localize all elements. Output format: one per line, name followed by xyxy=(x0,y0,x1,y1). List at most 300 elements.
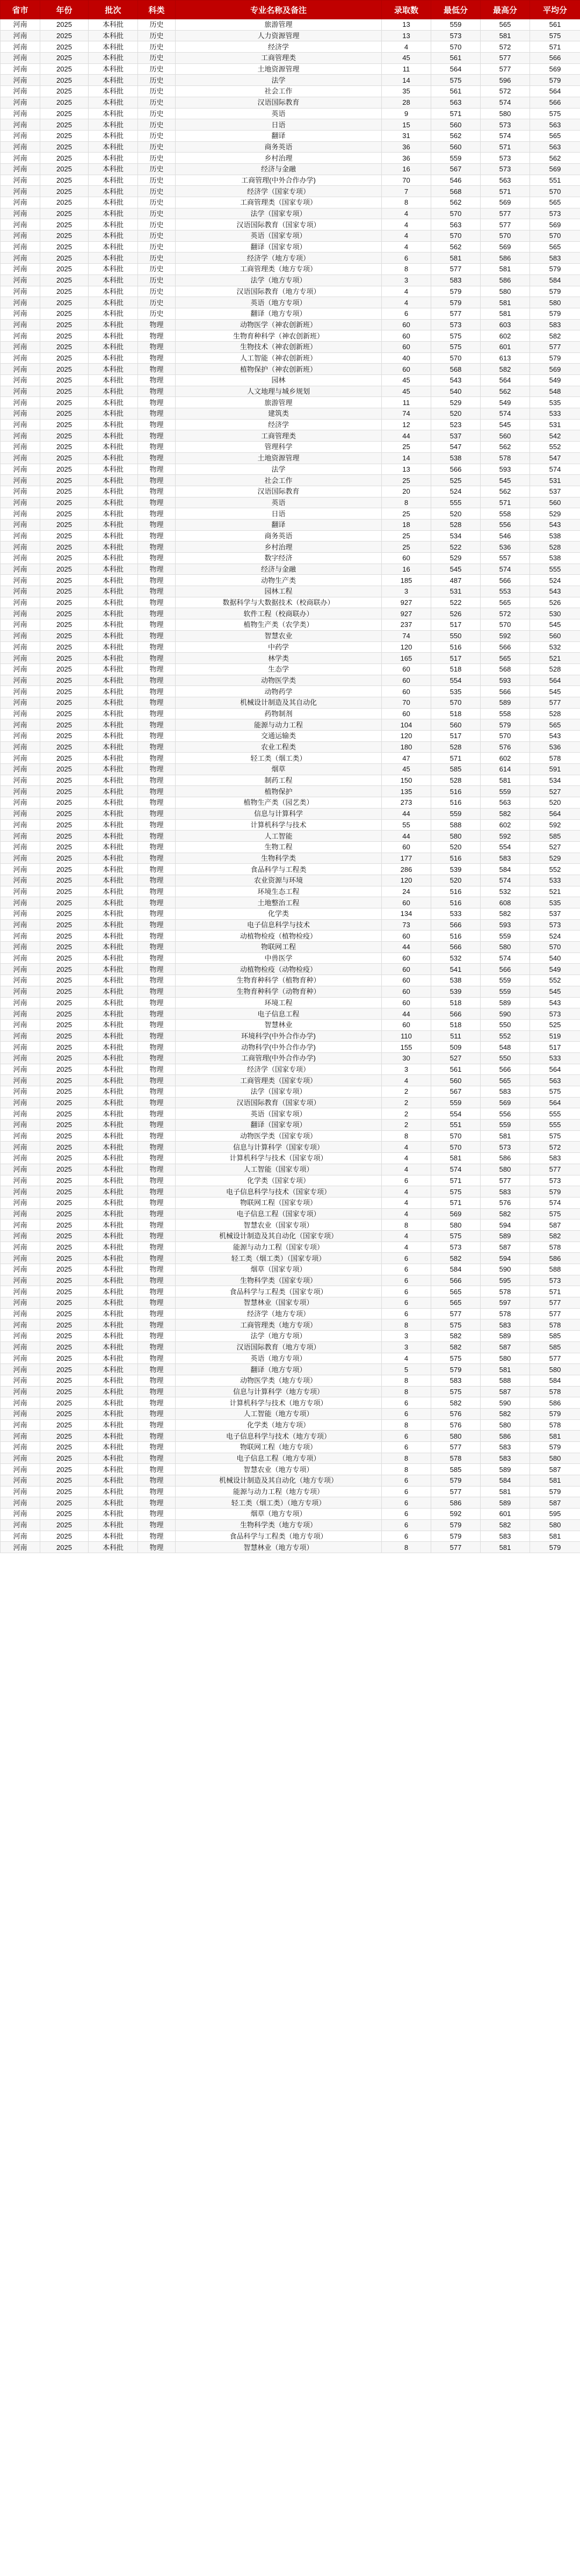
cell-major: 能源与动力工程（国家专项） xyxy=(176,1242,382,1253)
cell-major: 动物医学类（地方专项） xyxy=(176,1375,382,1386)
table-row xyxy=(1,241,580,252)
cell-max-score: 572 xyxy=(481,86,530,97)
cell-avg-score: 524 xyxy=(530,930,580,942)
cell-admitted: 6 xyxy=(382,1397,431,1409)
cell-max-score: 588 xyxy=(481,1375,530,1386)
cell-year: 2025 xyxy=(40,864,89,875)
cell-batch: 本科批 xyxy=(89,1419,138,1431)
cell-major: 数据科学与大数据技术（校商联办） xyxy=(176,597,382,608)
cell-province: 河南 xyxy=(1,1286,40,1297)
cell-admitted: 11 xyxy=(382,63,431,75)
cell-subject: 物理 xyxy=(138,1275,176,1286)
cell-year: 2025 xyxy=(40,1153,89,1164)
cell-province: 河南 xyxy=(1,442,40,453)
cell-admitted: 6 xyxy=(382,1308,431,1319)
cell-year: 2025 xyxy=(40,1308,89,1319)
cell-major: 管理科学 xyxy=(176,442,382,453)
cell-min-score: 575 xyxy=(431,330,481,342)
table-row xyxy=(1,275,580,286)
cell-avg-score: 587 xyxy=(530,1497,580,1509)
table-row xyxy=(1,30,580,41)
cell-province: 河南 xyxy=(1,319,40,330)
cell-min-score: 580 xyxy=(431,831,481,842)
cell-max-score: 603 xyxy=(481,319,530,330)
cell-admitted: 6 xyxy=(382,1431,431,1442)
table-row xyxy=(1,1542,580,1553)
cell-major: 人工智能 xyxy=(176,831,382,842)
table-row xyxy=(1,197,580,208)
cell-min-score: 534 xyxy=(431,530,481,542)
cell-province: 河南 xyxy=(1,419,40,430)
cell-max-score: 554 xyxy=(481,841,530,853)
cell-max-score: 589 xyxy=(481,697,530,708)
cell-batch: 本科批 xyxy=(89,1319,138,1331)
cell-avg-score: 566 xyxy=(530,97,580,108)
cell-max-score: 589 xyxy=(481,1230,530,1242)
cell-avg-score: 585 xyxy=(530,831,580,842)
table-row xyxy=(1,1052,580,1064)
cell-avg-score: 564 xyxy=(530,86,580,97)
cell-admitted: 2 xyxy=(382,1086,431,1098)
table-row xyxy=(1,608,580,619)
cell-max-score: 548 xyxy=(481,1042,530,1053)
table-row xyxy=(1,41,580,53)
cell-major: 社会工作 xyxy=(176,86,382,97)
cell-subject: 物理 xyxy=(138,786,176,797)
cell-subject: 物理 xyxy=(138,1486,176,1497)
cell-avg-score: 545 xyxy=(530,686,580,697)
cell-major: 智慧林业 xyxy=(176,1019,382,1030)
cell-subject: 物理 xyxy=(138,831,176,842)
cell-subject: 历史 xyxy=(138,75,176,86)
table-row xyxy=(1,53,580,64)
cell-min-score: 554 xyxy=(431,675,481,686)
header-min-score: 最低分 xyxy=(431,1,481,19)
cell-year: 2025 xyxy=(40,53,89,64)
cell-subject: 物理 xyxy=(138,1497,176,1509)
cell-min-score: 559 xyxy=(431,153,481,164)
cell-year: 2025 xyxy=(40,841,89,853)
cell-major: 汉语国际教育（地方专项） xyxy=(176,1341,382,1353)
cell-min-score: 565 xyxy=(431,1297,481,1309)
cell-subject: 物理 xyxy=(138,1153,176,1164)
table-row xyxy=(1,1030,580,1042)
cell-min-score: 584 xyxy=(431,1264,481,1275)
cell-max-score: 577 xyxy=(481,219,530,230)
cell-min-score: 561 xyxy=(431,86,481,97)
cell-avg-score: 526 xyxy=(530,597,580,608)
cell-batch: 本科批 xyxy=(89,1341,138,1353)
cell-avg-score: 542 xyxy=(530,430,580,442)
cell-province: 河南 xyxy=(1,608,40,619)
cell-avg-score: 517 xyxy=(530,1042,580,1053)
cell-batch: 本科批 xyxy=(89,819,138,831)
cell-major: 信息与计算科学（国家专项） xyxy=(176,1142,382,1153)
cell-major: 英语（国家专项） xyxy=(176,230,382,242)
table-row xyxy=(1,1253,580,1264)
cell-subject: 物理 xyxy=(138,575,176,586)
cell-batch: 本科批 xyxy=(89,175,138,186)
cell-avg-score: 575 xyxy=(530,30,580,41)
cell-max-score: 578 xyxy=(481,452,530,464)
cell-admitted: 25 xyxy=(382,542,431,553)
cell-year: 2025 xyxy=(40,1197,89,1208)
cell-year: 2025 xyxy=(40,452,89,464)
cell-min-score: 560 xyxy=(431,719,481,731)
cell-batch: 本科批 xyxy=(89,264,138,275)
cell-province: 河南 xyxy=(1,597,40,608)
table-row xyxy=(1,1064,580,1075)
cell-avg-score: 571 xyxy=(530,41,580,53)
cell-max-score: 602 xyxy=(481,819,530,831)
table-row xyxy=(1,1153,580,1164)
cell-major: 翻译（国家专项） xyxy=(176,241,382,252)
cell-province: 河南 xyxy=(1,764,40,775)
cell-min-score: 561 xyxy=(431,53,481,64)
cell-subject: 物理 xyxy=(138,853,176,864)
cell-min-score: 562 xyxy=(431,241,481,252)
table-row xyxy=(1,630,580,641)
cell-subject: 物理 xyxy=(138,408,176,420)
cell-year: 2025 xyxy=(40,597,89,608)
cell-admitted: 927 xyxy=(382,597,431,608)
cell-year: 2025 xyxy=(40,252,89,264)
cell-avg-score: 562 xyxy=(530,153,580,164)
cell-max-score: 574 xyxy=(481,130,530,141)
cell-batch: 本科批 xyxy=(89,1130,138,1142)
cell-admitted: 60 xyxy=(382,930,431,942)
cell-min-score: 543 xyxy=(431,375,481,386)
cell-year: 2025 xyxy=(40,1519,89,1531)
cell-subject: 历史 xyxy=(138,53,176,64)
cell-admitted: 60 xyxy=(382,341,431,352)
table-row xyxy=(1,586,580,597)
cell-subject: 物理 xyxy=(138,919,176,930)
cell-max-score: 562 xyxy=(481,442,530,453)
cell-year: 2025 xyxy=(40,1130,89,1142)
cell-province: 河南 xyxy=(1,653,40,664)
cell-avg-score: 579 xyxy=(530,1542,580,1553)
cell-max-score: 580 xyxy=(481,1353,530,1364)
cell-admitted: 6 xyxy=(382,1442,431,1453)
cell-batch: 本科批 xyxy=(89,63,138,75)
cell-major: 食品科学与工程类（地方专项） xyxy=(176,1531,382,1542)
cell-province: 河南 xyxy=(1,1297,40,1309)
cell-year: 2025 xyxy=(40,908,89,920)
table-row xyxy=(1,1397,580,1409)
cell-year: 2025 xyxy=(40,1208,89,1220)
table-row xyxy=(1,1164,580,1175)
cell-major: 法学（地方专项） xyxy=(176,275,382,286)
table-row xyxy=(1,1275,580,1286)
cell-min-score: 566 xyxy=(431,464,481,475)
table-row xyxy=(1,97,580,108)
table-row xyxy=(1,230,580,242)
cell-major: 中药学 xyxy=(176,641,382,653)
cell-subject: 物理 xyxy=(138,1331,176,1342)
cell-admitted: 5 xyxy=(382,1364,431,1375)
cell-province: 河南 xyxy=(1,197,40,208)
cell-admitted: 6 xyxy=(382,1408,431,1419)
cell-admitted: 8 xyxy=(382,1464,431,1475)
cell-min-score: 524 xyxy=(431,486,481,497)
cell-province: 河南 xyxy=(1,1242,40,1253)
cell-subject: 历史 xyxy=(138,197,176,208)
cell-major: 经济学（国家专项） xyxy=(176,1064,382,1075)
cell-year: 2025 xyxy=(40,397,89,408)
cell-province: 河南 xyxy=(1,1475,40,1487)
cell-batch: 本科批 xyxy=(89,663,138,675)
cell-batch: 本科批 xyxy=(89,230,138,242)
cell-subject: 物理 xyxy=(138,775,176,786)
cell-admitted: 4 xyxy=(382,41,431,53)
cell-batch: 本科批 xyxy=(89,1142,138,1153)
cell-avg-score: 527 xyxy=(530,841,580,853)
cell-batch: 本科批 xyxy=(89,86,138,97)
cell-subject: 物理 xyxy=(138,1386,176,1397)
cell-major: 数字经济 xyxy=(176,553,382,564)
cell-admitted: 44 xyxy=(382,808,431,819)
table-row xyxy=(1,653,580,664)
table-row xyxy=(1,741,580,753)
cell-year: 2025 xyxy=(40,230,89,242)
cell-subject: 物理 xyxy=(138,1509,176,1520)
cell-admitted: 11 xyxy=(382,397,431,408)
cell-batch: 本科批 xyxy=(89,141,138,153)
table-row xyxy=(1,1242,580,1253)
cell-province: 河南 xyxy=(1,708,40,719)
cell-batch: 本科批 xyxy=(89,908,138,920)
cell-min-score: 529 xyxy=(431,553,481,564)
cell-min-score: 567 xyxy=(431,1086,481,1098)
cell-admitted: 45 xyxy=(382,53,431,64)
cell-year: 2025 xyxy=(40,141,89,153)
cell-min-score: 577 xyxy=(431,308,481,319)
cell-max-score: 546 xyxy=(481,530,530,542)
cell-min-score: 585 xyxy=(431,1464,481,1475)
cell-year: 2025 xyxy=(40,386,89,397)
cell-major: 社会工作 xyxy=(176,475,382,486)
cell-subject: 物理 xyxy=(138,1286,176,1297)
cell-subject: 物理 xyxy=(138,452,176,464)
cell-min-score: 547 xyxy=(431,442,481,453)
cell-max-score: 553 xyxy=(481,586,530,597)
cell-province: 河南 xyxy=(1,1253,40,1264)
cell-subject: 历史 xyxy=(138,63,176,75)
cell-province: 河南 xyxy=(1,975,40,986)
cell-year: 2025 xyxy=(40,930,89,942)
cell-avg-score: 581 xyxy=(530,1431,580,1442)
cell-major: 生物科学类（地方专项） xyxy=(176,1519,382,1531)
cell-year: 2025 xyxy=(40,75,89,86)
table-row xyxy=(1,997,580,1008)
cell-min-score: 570 xyxy=(431,230,481,242)
cell-major: 动植物检疫（动物检疫） xyxy=(176,964,382,975)
cell-major: 经济学 xyxy=(176,419,382,430)
cell-year: 2025 xyxy=(40,419,89,430)
cell-major: 生物科学类（国家专项） xyxy=(176,1275,382,1286)
cell-max-score: 577 xyxy=(481,63,530,75)
cell-province: 河南 xyxy=(1,1353,40,1364)
cell-admitted: 155 xyxy=(382,1042,431,1053)
table-row xyxy=(1,575,580,586)
cell-subject: 物理 xyxy=(138,1375,176,1386)
cell-major: 动物医学类（国家专项） xyxy=(176,1130,382,1142)
cell-min-score: 539 xyxy=(431,986,481,997)
cell-major: 工商管理类（国家专项） xyxy=(176,1075,382,1086)
cell-batch: 本科批 xyxy=(89,831,138,842)
cell-major: 信息与计算科学（地方专项） xyxy=(176,1386,382,1397)
table-row xyxy=(1,1464,580,1475)
cell-subject: 历史 xyxy=(138,97,176,108)
cell-year: 2025 xyxy=(40,831,89,842)
cell-province: 河南 xyxy=(1,675,40,686)
cell-avg-score: 564 xyxy=(530,1097,580,1108)
table-row xyxy=(1,219,580,230)
cell-year: 2025 xyxy=(40,1008,89,1020)
cell-max-score: 580 xyxy=(481,1164,530,1175)
cell-major: 食品科学与工程类 xyxy=(176,864,382,875)
cell-province: 河南 xyxy=(1,1052,40,1064)
cell-subject: 物理 xyxy=(138,397,176,408)
cell-admitted: 185 xyxy=(382,575,431,586)
cell-avg-score: 579 xyxy=(530,75,580,86)
cell-batch: 本科批 xyxy=(89,1408,138,1419)
cell-min-score: 566 xyxy=(431,1008,481,1020)
cell-batch: 本科批 xyxy=(89,1531,138,1542)
cell-avg-score: 561 xyxy=(530,19,580,31)
cell-max-score: 573 xyxy=(481,119,530,131)
cell-avg-score: 551 xyxy=(530,175,580,186)
cell-major: 土地资源管理 xyxy=(176,63,382,75)
cell-year: 2025 xyxy=(40,375,89,386)
cell-major: 化学类（国家专项） xyxy=(176,1175,382,1186)
cell-subject: 物理 xyxy=(138,1242,176,1253)
cell-province: 河南 xyxy=(1,942,40,953)
table-row xyxy=(1,1186,580,1197)
cell-major: 动物药学 xyxy=(176,686,382,697)
table-row xyxy=(1,264,580,275)
table-row xyxy=(1,319,580,330)
cell-batch: 本科批 xyxy=(89,219,138,230)
cell-batch: 本科批 xyxy=(89,1164,138,1175)
cell-batch: 本科批 xyxy=(89,352,138,364)
cell-batch: 本科批 xyxy=(89,1397,138,1409)
cell-admitted: 237 xyxy=(382,619,431,631)
cell-batch: 本科批 xyxy=(89,319,138,330)
cell-max-score: 589 xyxy=(481,1464,530,1475)
table-row xyxy=(1,208,580,219)
cell-min-score: 573 xyxy=(431,30,481,41)
cell-admitted: 13 xyxy=(382,30,431,41)
cell-min-score: 567 xyxy=(431,163,481,175)
cell-year: 2025 xyxy=(40,1341,89,1353)
cell-admitted: 6 xyxy=(382,308,431,319)
cell-province: 河南 xyxy=(1,886,40,897)
cell-year: 2025 xyxy=(40,653,89,664)
cell-year: 2025 xyxy=(40,1164,89,1175)
cell-max-score: 560 xyxy=(481,430,530,442)
cell-max-score: 559 xyxy=(481,986,530,997)
cell-min-score: 568 xyxy=(431,186,481,197)
cell-avg-score: 575 xyxy=(530,1086,580,1098)
cell-province: 河南 xyxy=(1,1308,40,1319)
cell-max-score: 595 xyxy=(481,1275,530,1286)
cell-min-score: 518 xyxy=(431,997,481,1008)
cell-avg-score: 592 xyxy=(530,819,580,831)
cell-min-score: 538 xyxy=(431,452,481,464)
cell-min-score: 582 xyxy=(431,1341,481,1353)
cell-province: 河南 xyxy=(1,731,40,742)
cell-subject: 物理 xyxy=(138,1453,176,1464)
cell-major: 环境科学(中外合作办学) xyxy=(176,1030,382,1042)
cell-avg-score: 584 xyxy=(530,1375,580,1386)
cell-province: 河南 xyxy=(1,530,40,542)
cell-major: 日语 xyxy=(176,508,382,519)
cell-avg-score: 548 xyxy=(530,386,580,397)
cell-max-score: 566 xyxy=(481,686,530,697)
cell-year: 2025 xyxy=(40,1108,89,1120)
cell-major: 农业工程类 xyxy=(176,741,382,753)
cell-year: 2025 xyxy=(40,364,89,375)
table-row xyxy=(1,1308,580,1319)
table-row xyxy=(1,1453,580,1464)
cell-major: 经济学（国家专项） xyxy=(176,186,382,197)
cell-avg-score: 571 xyxy=(530,1286,580,1297)
cell-major: 工商管理类（地方专项） xyxy=(176,264,382,275)
cell-major: 工商管理(中外合作办学) xyxy=(176,1052,382,1064)
cell-min-score: 559 xyxy=(431,19,481,31)
cell-avg-score: 534 xyxy=(530,775,580,786)
cell-subject: 物理 xyxy=(138,964,176,975)
cell-max-score: 590 xyxy=(481,1008,530,1020)
cell-province: 河南 xyxy=(1,141,40,153)
cell-year: 2025 xyxy=(40,508,89,519)
cell-province: 河南 xyxy=(1,375,40,386)
table-row xyxy=(1,286,580,297)
cell-admitted: 31 xyxy=(382,130,431,141)
cell-subject: 历史 xyxy=(138,208,176,219)
cell-year: 2025 xyxy=(40,297,89,308)
cell-avg-score: 583 xyxy=(530,252,580,264)
cell-admitted: 15 xyxy=(382,119,431,131)
cell-year: 2025 xyxy=(40,1230,89,1242)
cell-province: 河南 xyxy=(1,475,40,486)
cell-max-score: 578 xyxy=(481,1286,530,1297)
cell-max-score: 580 xyxy=(481,286,530,297)
cell-year: 2025 xyxy=(40,975,89,986)
cell-max-score: 583 xyxy=(481,1319,530,1331)
cell-avg-score: 552 xyxy=(530,442,580,453)
table-row xyxy=(1,1497,580,1509)
table-row xyxy=(1,297,580,308)
cell-batch: 本科批 xyxy=(89,1019,138,1030)
cell-admitted: 4 xyxy=(382,1142,431,1153)
cell-avg-score: 524 xyxy=(530,575,580,586)
cell-min-score: 570 xyxy=(431,208,481,219)
cell-avg-score: 532 xyxy=(530,641,580,653)
cell-batch: 本科批 xyxy=(89,1042,138,1053)
table-row xyxy=(1,1375,580,1386)
cell-max-score: 586 xyxy=(481,275,530,286)
table-row xyxy=(1,153,580,164)
cell-avg-score: 538 xyxy=(530,530,580,542)
cell-admitted: 60 xyxy=(382,1019,431,1030)
cell-min-score: 580 xyxy=(431,1220,481,1231)
cell-avg-score: 569 xyxy=(530,219,580,230)
cell-province: 河南 xyxy=(1,1197,40,1208)
cell-major: 旅游管理 xyxy=(176,397,382,408)
